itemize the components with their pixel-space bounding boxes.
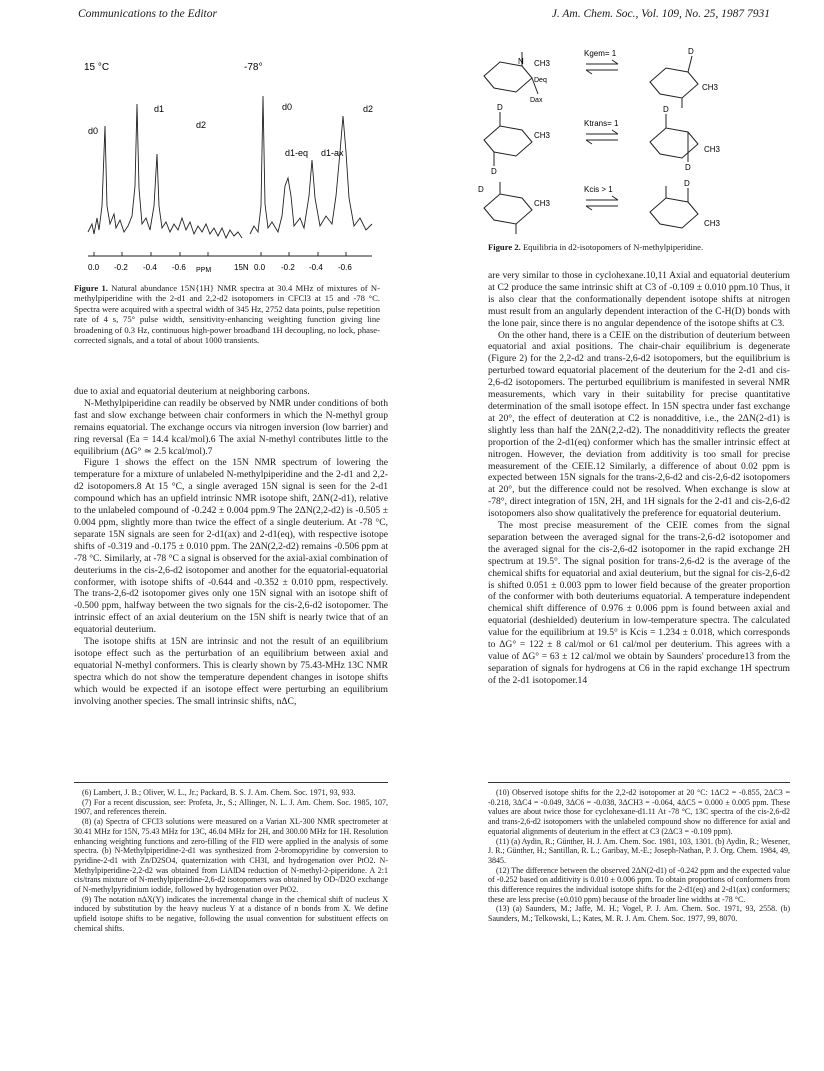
figure2-equilibria [470,42,788,238]
temp-label-15c: 15 °C [84,62,110,73]
footnote-9: (9) The notation nΔX(Y) indicates the incremental change in the chemical shift of nucleus X induced by substitution by the heavy nucleus Y at a distance of n bonds from X. We define upfield isotope shifts to be negative, following the usual convention for substituent effects on chemical shifts. [74,894,388,933]
figure2-caption-text: Equilibria in d2-isotopomers of N-methylpiperidine. [522,242,704,252]
footnote-12: (12) The difference between the observed 2ΔN(2-d1) of -0.242 ppm and the expected value of -0.252 based on additivity is 0.010 ± 0.006 ppm. To obtain proportions of conformers from this difference requires the individual isotope shifts for the 2-d1(eq) and 2-d1(ax) conformers; these are less precise (±0.010 ppm) because of the broader line widths at -78 °C. [488,865,790,904]
row2-ch3-right: CH3 [704,145,721,154]
temp-label-m78: -78° [244,62,263,73]
tick-right-2: -0.4 [309,263,323,272]
footnote-13: (13) (a) Saunders, M.; Jaffe, M. H.; Vogel, P. J. Am. Chem. Soc. 1971, 93, 2558. (b) Saunders, M.; Telkowski, L.; Kates, M. R. J. Am. Chem. Soc. 1977, 99, 8070. [488,904,790,924]
tick-right-0: 0.0 [254,263,266,272]
peak-label-d1ax: d1-ax [321,148,344,158]
ppm-label: PPM [196,267,212,274]
figure1-caption-text: Natural abundance 15N{1H} NMR spectra at 30.4 MHz of mixtures of N-methylpiperidine with the 2-d1 and 2,2-d2 isotopomers in CFCl3 at 15 and -78 °C. Spectra were acquired with a spectral width of 345 Hz, 2752 data points, pulse repetition rate of 4 s, 75° pulse width, sensitivity-enhancing weighting function giving line broadening of 0.3 Hz, continuous high-power broadband 1H decoupling, no lock, phase-corrected signals, and a total of about 1000 transients. [74,283,380,346]
footnotes-right [488,788,790,924]
running-header-left: Communications to the Editor [78,8,217,20]
peak-label-d1eq: d1-eq [285,148,309,158]
row1-ch3-left: CH3 [534,59,551,68]
row2-k: Ktrans= 1 [584,119,619,128]
footnote-6: (6) Lambert, J. B.; Oliver, W. L., Jr.; Packard, B. S. J. Am. Chem. Soc. 1971, 93, 933. [82,788,356,797]
footnote-rule-right [488,782,790,783]
footnotes-left [74,788,388,934]
row1-d-right: D [688,47,694,56]
row3-d-left: D [478,185,484,194]
figure1-spectrum [74,56,380,282]
footnote-7: (7) For a recent discussion, see: Profeta, Jr., S.; Allinger, N. L. J. Am. Chem. Soc. 1985, 107, 1907, and references therein. [74,797,388,817]
figure1-caption [74,283,380,345]
right-para-1: On the other hand, there is a CEIE on the distribution of deuterium between equatorial and axial positions. The chair-chair equilibrium is degenerate (Figure 2) for the 2,2-d2 and trans-2,6-d2 isotopomers, but the equilibrium is perturbed toward equatorial placement of the deuterium for the 2-d1 and cis-2,6-d2 isotopomers. The perturbed equilibrium is manifested in several NMR measurements, which vary in their suitability for precise quantitative determination of the small isotope effect. In 15N spectra under fast exchange at 20°, the effect of deuteration at C2 is nonadditive, i.e., the 2ΔN(2-d1) is slightly less than half the 2ΔN(2,2-d2). The nonadditivity reflects the greater proportion of the 2-d1(eq) conformer which has the smaller intrinsic effect at nitrogen. However, the deviation from additivity is too small for precise measurement of the CEIE.12 Similarly, a difference of about 0.02 ppm is expected between 15N signals for the trans-2,6-d2 and cis-2,6-d2 isotopomers at 20°, but the difference could not be resolved. When exchange is slow at -78°, direct integration of 15N, 2H, and 1H signals for the 2-d1 and cis-2,6-d2 isotopomers also show qualitatively the preference for equatorial deuterium. [488,329,790,520]
row1-ch3-right: CH3 [702,83,719,92]
footnote-10: (10) Observed isotope shifts for the 2,2-d2 isotopomer at 20 °C: 1ΔC2 = -0.855, 2ΔC3 = -0.218, 3ΔC4 = -0.049, 3ΔC6 = -0.038, 3ΔCH3 = -0.064, 4ΔC5 = 0.000 ± 0.005 ppm. These values are about twice those for cyclohexane-d1.11 At -78 °C, 13C spectra of the cis-2,6-d2 and trans-2,6-d2 isotopomers with the unlabeled compound show no difference for axial and equatorial alignments of deuterium in the effect at C3 (2ΔC3 = -0.109 ppm). [488,788,790,836]
left-para-0: due to axial and equatorial deuterium at neighboring carbons. [74,386,310,397]
peak-label-d1-a: d1 [154,104,165,114]
row3-ch3-right: CH3 [704,219,721,228]
left-column-body [74,386,388,707]
left-para-3: The isotope shifts at 15N are intrinsic and not the result of an equilibrium isotope effect such as the perturbation of an equilibrium between axial and equatorial N-methyl conformers. This is clearly shown by 75.43-MHz 13C NMR spectra which do not show the temperature dependent changes in isotope shifts which would be expected if an isotope effect were perturbing an equilibrium involving another species. The small intrinsic shifts, nΔC, [74,636,388,707]
right-para-0: are very similar to those in cyclohexane.10,11 Axial and equatorial deuterium at C2 produce the same intrinsic shift at C3 of -0.109 ± 0.010 ppm.10 Thus, it is also clear that the conformationally dependent isotope shifts at nitrogen must result from an angularly dependent interaction of the C-H(D) bonds with the lone pair, since there is no angular dependence of the isotope shifts at C3. [488,270,790,329]
footnote-rule-left [74,782,388,783]
right-column-body [488,270,790,687]
peak-label-d0-a: d0 [88,126,99,136]
row1-dax: Dax [530,97,543,104]
row3-k: Kcis > 1 [584,185,613,194]
tick-left-3: -0.6 [172,263,186,272]
row1-n-left: N [518,57,524,66]
row3-d-right: D [684,179,690,188]
figure2-caption-title: Figure 2. [488,242,521,252]
tick-left-1: -0.2 [114,263,128,272]
row1-deq: Deq [534,77,547,84]
right-para-2: The most precise measurement of the CEIE comes from the signal separation between the averaged signal for the trans-2,6-d2 isotopomer and the averaged signal for the cis-2,6-d2 isotopomer in the rapid exchange 2H spectrum at 19.5°. The signal position for trans-2,6-d2 is the average of the chemical shifts for equatorial and axial deuterium, but the signal for cis-2,6-d2 is shifted 0.051 ± 0.003 ppm to lower field because of the greater proportion of the conformer with both deuteriums equatorial. A temperature independent chemical shift difference of 0.976 ± 0.006 ppm is found between axial and equatorial (deshielded) deuterium in low-temperature spectra. The calculated value for the equilibrium at 19.5° is Kcis = 1.234 ± 0.018, which corresponds to ΔG° = 122 ± 8 cal/mol or 61 cal/mol per deuterium. This agrees with a value of ΔG° = 63 ± 12 cal/mol we obtain by Saunders' procedure13 from the separation of signals for hydrogens at C6 in the rapid exchange 1H spectrum of the 2-d1 isotopomer.14 [488,520,790,686]
left-para-2: Figure 1 shows the effect on the 15N NMR spectrum of lowering the temperature for a mixture of unlabeled N-methylpiperidine and the 2-d1 and 2,2-d2 isotopomers.8 At 15 °C, a single averaged 15N signal is seen for the 2-d1 compound which has an upfield intrinsic NMR isotope shift, 2ΔN(2-d1), relative to the unlabeled compound of -0.242 ± 0.004 ppm.9 The 2ΔN(2,2-d2) is -0.505 ± 0.004 ppm, slightly more than twice the effect of a single deuterium. At -78 °C, separate 15N signals are seen for 2-d1(ax) and 2-d1(eq), with respective isotope shifts of -0.319 and -0.175 ± 0.010 ppm. The 2ΔN(2,2-d2) remains -0.506 ppm at -78 °C. Similarly, at -78 °C a signal is observed for the axial-axial combination of deuteriums in the cis-2,6-d2 isotopomer and another for the equatorial-equatorial conformer, with isotope shifts of -0.644 and -0.352 ± 0.010 ppm, respectively. The trans-2,6-d2 isotopomer gives only one 15N signal with an isotope shift of -0.500 ppm, halfway between the two signals for the cis-2,6-d2 isotopomer. The intrinsic effect of an axial deuterium on the 15N shift is nearly twice that of an equatorial deuterium. [74,457,388,636]
row2-d-right-a: D [663,105,669,114]
row2-ch3-left: CH3 [534,131,551,140]
peak-label-d2-b: d2 [363,104,374,114]
row2-d-left-a: D [497,103,503,112]
tick-right-1: -0.2 [281,263,295,272]
footnote-11: (11) (a) Aydin, R.; Günther, H. J. Am. Chem. Soc. 1981, 103, 1301. (b) Aydin, R.; Wesener, J. R.; Günther, H.; Santillan, R. L.; Garibay, M.-E.; Joseph-Nathan, P. J. Org. Chem. 1984, 49, 3845. [488,836,790,865]
footnote-8: (8) (a) Spectra of CFCl3 solutions were measured on a Varian XL-300 NMR spectrometer at 30.41 MHz for 15N, 75.43 MHz for 13C, 46.04 MHz for 2H, and 300.00 MHz for 1H. Resolution enhancing weighting functions and zero-filling of the FID were applied in the analysis of some spectra. (b) N-Methylpiperidine-2-d1 was synthesized from 2-bromopyridine by conversion to pyridine-2-d1 with Zn/D2SO4, quaternization with CH3I, and hydrogenation over PtO2. N-Methylpiperidine-2,2-d2 was obtained from LiAlD4 reduction of N-methyl-2-piperidone. A 2:1 cis/trans mixture of N-methylpiperidine-2,6-d2 isotopomers was obtained by OD-/D2O exchange of N-methylpyridinium iodide, followed by hydrogenation over PtO2. [74,817,388,895]
running-header-right: J. Am. Chem. Soc., Vol. 109, No. 25, 1987 7931 [551,8,770,20]
tick-right-3: -0.6 [338,263,352,272]
row2-d-right-b: D [685,163,691,172]
peak-label-d0-b: d0 [282,102,293,112]
spectrum-15c-trace [88,104,242,238]
peak-label-d2-a: d2 [196,120,207,130]
tick-left-0: 0.0 [88,263,100,272]
row2-d-left-b: D [491,167,497,176]
figure2-caption [488,242,788,252]
row3-ch3-left: CH3 [534,199,551,208]
spectrum-m78-trace [250,96,372,234]
row1-k: Kgem= 1 [584,49,617,58]
nucleus-label: 15N [234,263,249,272]
figure1-caption-title: Figure 1. [74,283,108,293]
tick-left-2: -0.4 [143,263,157,272]
left-para-1: N-Methylpiperidine can readily be observed by NMR under conditions of both fast and slow exchange between chair conformers in which the N-methyl group remains equatorial. The exchange occurs via nitrogen inversion (low barrier) and ring reversal (Ea = 14.4 kcal/mol).6 The axial N-methyl contributes little to the equilibrium (ΔG° ≃ 2.5 kcal/mol).7 [74,397,388,457]
